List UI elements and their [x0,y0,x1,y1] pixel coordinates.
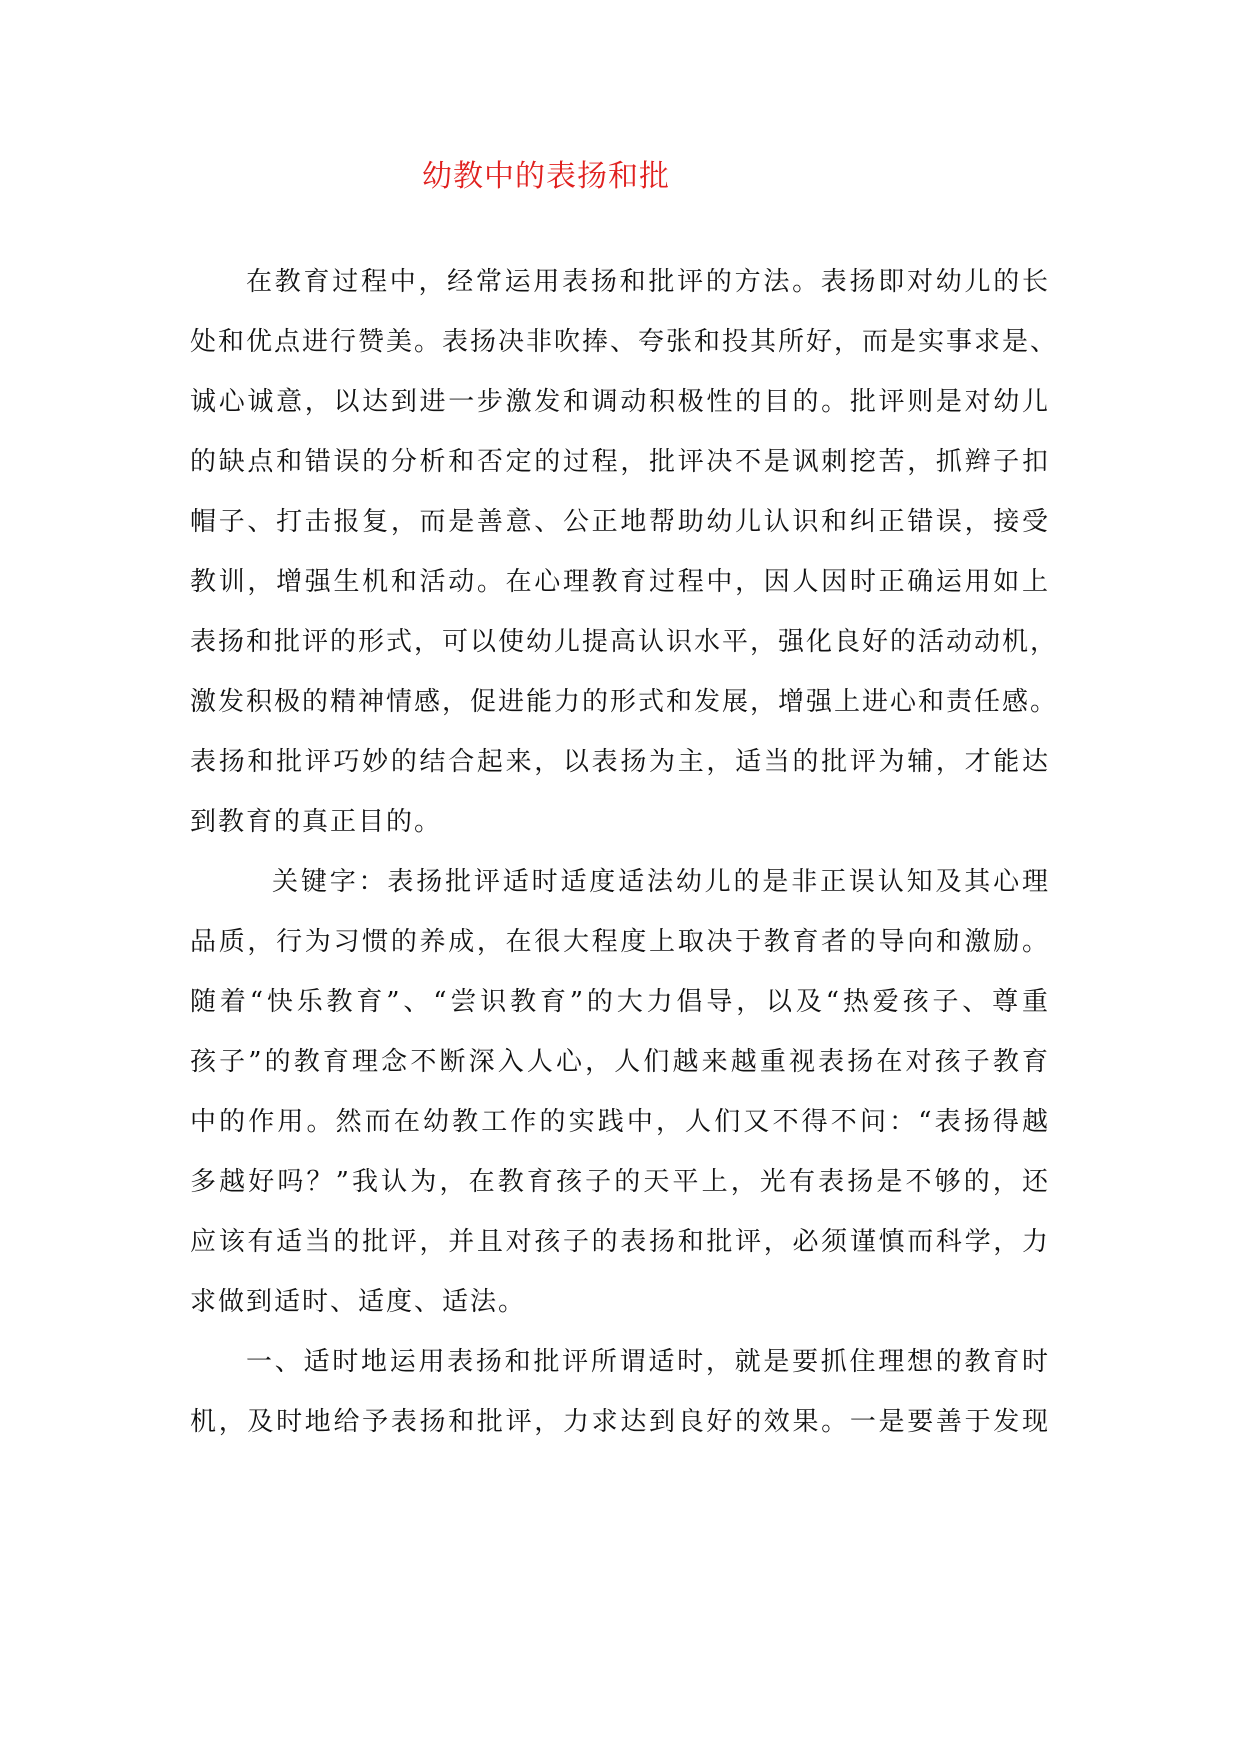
paragraph-line: 求做到适时、适度、适法。 [190,1287,527,1317]
section-heading-line: 一、适时地运用表扬和批评所谓适时，就是要抓住理想的教育时 [246,1347,1050,1377]
paragraph-line: 孩子”的教育理念不断深入人心，人们越来越重视表扬在对孩子教育 [190,1047,1050,1077]
paragraph-line: 到教育的真正目的。 [190,807,443,837]
keywords-line: 关键字：表扬批评适时适度适法幼儿的是非正误认知及其心理 [272,867,1050,897]
paragraph-line: 表扬和批评巧妙的结合起来，以表扬为主，适当的批评为辅，才能达 [190,747,1050,777]
paragraph-line: 教训，增强生机和活动。在心理教育过程中，因人因时正确运用如上 [190,567,1050,597]
paragraph-line: 随着“快乐教育”、“尝识教育”的大力倡导，以及“热爱孩子、尊重 [190,987,1050,1017]
paragraph-line: 处和优点进行赞美。表扬决非吹捧、夸张和投其所好，而是实事求是、 [190,327,1059,357]
paragraph-line: 多越好吗？”我认为，在教育孩子的天平上，光有表扬是不够的，还 [190,1167,1050,1197]
paragraph-line: 诚心诚意，以达到进一步激发和调动积极性的目的。批评则是对幼儿 [190,387,1050,417]
paragraph-line: 表扬和批评的形式，可以使幼儿提高认识水平，强化良好的活动动机， [190,627,1059,657]
paragraph-line: 中的作用。然而在幼教工作的实践中，人们又不得不问：“表扬得越 [190,1107,1050,1137]
document-title: 幼教中的表扬和批 [422,159,670,194]
paragraph-line: 在教育过程中，经常运用表扬和批评的方法。表扬即对幼儿的长 [246,267,1050,297]
paragraph-line: 的缺点和错误的分析和否定的过程，批评决不是讽刺挖苦，抓辫子扣 [190,447,1050,477]
paragraph-line: 机，及时地给予表扬和批评，力求达到良好的效果。一是要善于发现 [190,1407,1050,1437]
paragraph-line: 应该有适当的批评，并且对孩子的表扬和批评，必须谨慎而科学，力 [190,1227,1050,1257]
paragraph-line: 帽子、打击报复，而是善意、公正地帮助幼儿认识和纠正错误，接受 [190,507,1050,537]
paragraph-line: 激发积极的精神情感，促进能力的形式和发展，增强上进心和责任感。 [190,687,1059,717]
paragraph-line: 品质，行为习惯的养成，在很大程度上取决于教育者的导向和激励。 [190,927,1050,957]
